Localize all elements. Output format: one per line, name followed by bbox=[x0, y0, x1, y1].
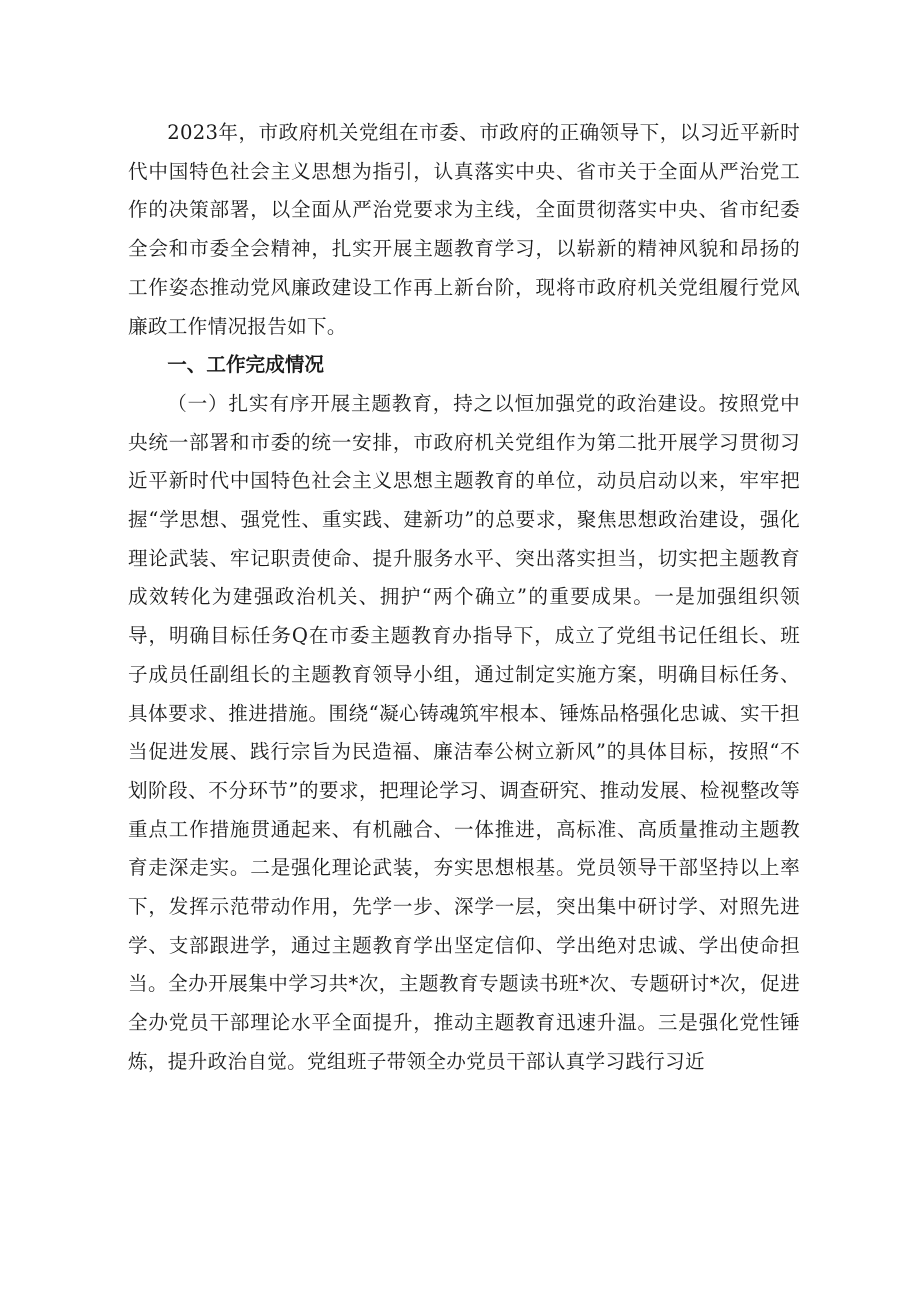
body-paragraph: （一）扎实有序开展主题教育，持之以恒加强党的政治建设。按照党中央统一部署和市委的统一安排，市政府机关党组作为第二批开展学习贯彻习近平新时代中国特色社会主义思想主题教育的单位，动员启动以来，牢牢把握“学思想、强党性、重实践、建新功”的总要求，聚焦思想政治建设，强化理论武装、牢记职责使命、提升服务水平、突出落实担当，切实把主题教育成效转化为建强政治机关、拥护“两个确立”的重要成果。一是加强组织领导，明确目标任务Q在市委主题教育办指导下，成立了党组书记任组长、班子成员任副组长的主题教育领导小组，通过制定实施方案，明确目标任务、具体要求、推进措施。围绕“凝心铸魂筑牢根本、锤炼品格强化忠诚、实干担当促进发展、践行宗旨为民造福、廉洁奉公树立新风”的具体目标，按照“不划阶段、不分环节”的要求，把理论学习、调查研究、推动发展、检视整改等重点工作措施贯通起来、有机融合、一体推进，高标准、高质量推动主题教育走深走实。二是强化理论武装，夯实思想根基。党员领导干部坚持以上率下，发挥示范带动作用，先学一步、深学一层，突出集中研讨学、对照先进学、支部跟进学，通过主题教育学出坚定信仰、学出绝对忠诚、学出使命担当。全办开展集中学习共*次，主题教育专题读书班*次、专题研讨*次，促进全办党员干部理论水平全面提升，推动主题教育迅速升温。三是强化党性锤炼，提升政治自觉。党组班子带领全办党员干部认真学习践行习近 bbox=[128, 391, 800, 1073]
section-heading: 一、工作完成情况 bbox=[167, 353, 324, 377]
document-body bbox=[128, 114, 800, 1082]
intro-paragraph: 2023年，市政府机关党组在市委、市政府的正确领导下，以习近平新时代中国特色社会主义思想为指引，认真落实中央、省市关于全面从严治党工作的决策部署，以全面从严治党要求为主线，全面贯彻落实中央、省市纪委全会和市委全会精神，扎实开展主题教育学习，以崭新的精神风貌和昂扬的工作姿态推动党风廉政建设工作再上新台阶，现将市政府机关党组履行党风廉政工作情况报告如下。 bbox=[128, 121, 800, 338]
